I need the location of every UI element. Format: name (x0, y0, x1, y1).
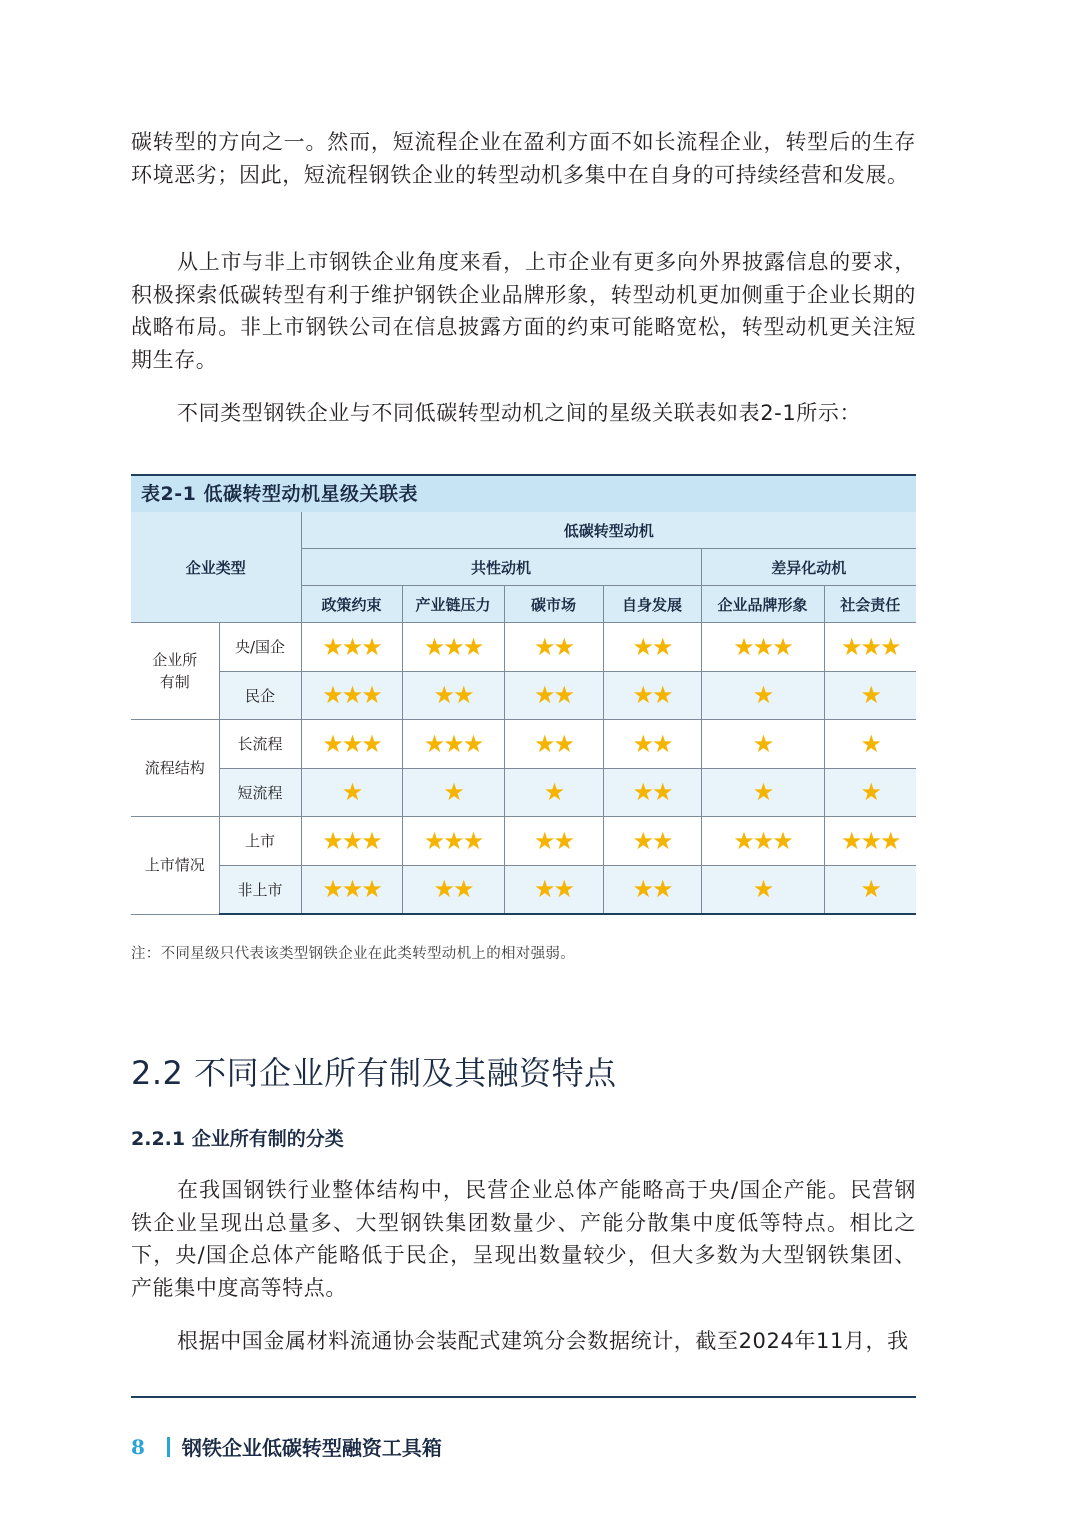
row-label: 民企 (219, 671, 301, 720)
star-rating: ★★★ (824, 623, 916, 672)
paragraph-3: 不同类型钢铁企业与不同低碳转型动机之间的星级关联表如表2-1所示： (177, 401, 862, 425)
column-header: 碳市场 (504, 586, 603, 623)
star-rating: ★ (701, 671, 824, 720)
paragraph-4: 在我国钢铁行业整体结构中，民营企业总体产能略高于央/国企产能。民营钢铁企业呈现出总量多、大型钢铁集团数量少、产能分散集中度低等特点。相比之下，央/国企总体产能略低于民企，呈现出数量较少，但大多数为大型钢铁集团、产能集中度高等特点。 (131, 1178, 916, 1300)
table-row (131, 865, 916, 914)
star-rating: ★★★ (301, 865, 402, 914)
table-row (131, 768, 916, 817)
star-rating: ★ (504, 768, 603, 817)
paragraph-1: 碳转型的方向之一。然而，短流程企业在盈利方面不如长流程企业，转型后的生存环境恶劣；因此，短流程钢铁企业的转型动机多集中在自身的可持续经营和发展。 (131, 130, 916, 187)
table-row (131, 817, 916, 866)
row-label: 央/国企 (219, 623, 301, 672)
paragraph-2: 从上市与非上市钢铁企业角度来看，上市企业有更多向外界披露信息的要求，积极探索低碳转型有利于维护钢铁企业品牌形象，转型动机更加侧重于企业长期的战略布局。非上市钢铁公司在信息披露方面的约束可能略宽松，转型动机更关注短期生存。 (131, 250, 916, 372)
row-label: 短流程 (219, 768, 301, 817)
star-rating: ★★★ (824, 817, 916, 866)
star-rating-table (131, 474, 916, 915)
star-rating: ★ (824, 768, 916, 817)
star-rating: ★ (701, 768, 824, 817)
star-rating: ★★ (402, 865, 504, 914)
star-rating: ★★ (603, 623, 701, 672)
star-rating: ★★ (504, 817, 603, 866)
page-footer (131, 1432, 442, 1461)
book-title: 钢铁企业低碳转型融资工具箱 (181, 1436, 442, 1460)
table-row (131, 623, 916, 672)
rating-grid (131, 512, 916, 915)
row-group-label: 流程结构 (131, 720, 219, 817)
column-header: 自身发展 (603, 586, 701, 623)
star-rating: ★★ (504, 671, 603, 720)
footer-separator (167, 1437, 170, 1457)
star-rating: ★★ (603, 768, 701, 817)
star-rating: ★★★ (701, 817, 824, 866)
star-rating: ★ (824, 720, 916, 769)
star-rating: ★★ (603, 865, 701, 914)
star-rating: ★★★ (301, 817, 402, 866)
star-rating: ★ (824, 671, 916, 720)
star-rating: ★ (402, 768, 504, 817)
star-rating: ★★★ (402, 623, 504, 672)
row-group-label: 上市情况 (131, 817, 219, 915)
star-rating: ★★★ (402, 817, 504, 866)
row-label: 上市 (219, 817, 301, 866)
row-label: 非上市 (219, 865, 301, 914)
subsection-heading: 2.2.1 企业所有制的分类 (131, 1128, 344, 1150)
star-rating: ★★★ (701, 623, 824, 672)
star-rating: ★★ (603, 720, 701, 769)
star-rating: ★★★ (301, 720, 402, 769)
paragraph-5: 根据中国金属材料流通协会装配式建筑分会数据统计，截至2024年11月，我 (177, 1329, 909, 1353)
section-heading: 2.2 不同企业所有制及其融资特点 (131, 1054, 617, 1092)
column-header: 产业链压力 (402, 586, 504, 623)
star-rating: ★ (701, 865, 824, 914)
row-group-label: 企业所有制 (131, 623, 219, 720)
star-rating: ★★ (603, 671, 701, 720)
row-label: 长流程 (219, 720, 301, 769)
top-header: 低碳转型动机 (301, 512, 916, 549)
group-header-common: 共性动机 (301, 549, 701, 586)
table-title: 表2-1 低碳转型动机星级关联表 (131, 474, 916, 512)
star-rating: ★★★ (402, 720, 504, 769)
footer-divider (131, 1396, 916, 1398)
star-rating: ★★ (504, 720, 603, 769)
table-row (131, 671, 916, 720)
star-rating: ★★ (603, 817, 701, 866)
column-header: 企业品牌形象 (701, 586, 824, 623)
page-number: 8 (131, 1434, 145, 1459)
group-header-diff: 差异化动机 (701, 549, 916, 586)
column-header: 社会责任 (824, 586, 916, 623)
star-rating: ★★ (402, 671, 504, 720)
star-rating: ★★★ (301, 671, 402, 720)
column-header: 政策约束 (301, 586, 402, 623)
star-rating: ★ (824, 865, 916, 914)
corner-header: 企业类型 (131, 512, 301, 623)
table-row (131, 720, 916, 769)
star-rating: ★★★ (301, 623, 402, 672)
star-rating: ★★ (504, 865, 603, 914)
star-rating: ★ (301, 768, 402, 817)
table-note: 注：不同星级只代表该类型钢铁企业在此类转型动机上的相对强弱。 (131, 946, 575, 962)
star-rating: ★ (701, 720, 824, 769)
star-rating: ★★ (504, 623, 603, 672)
